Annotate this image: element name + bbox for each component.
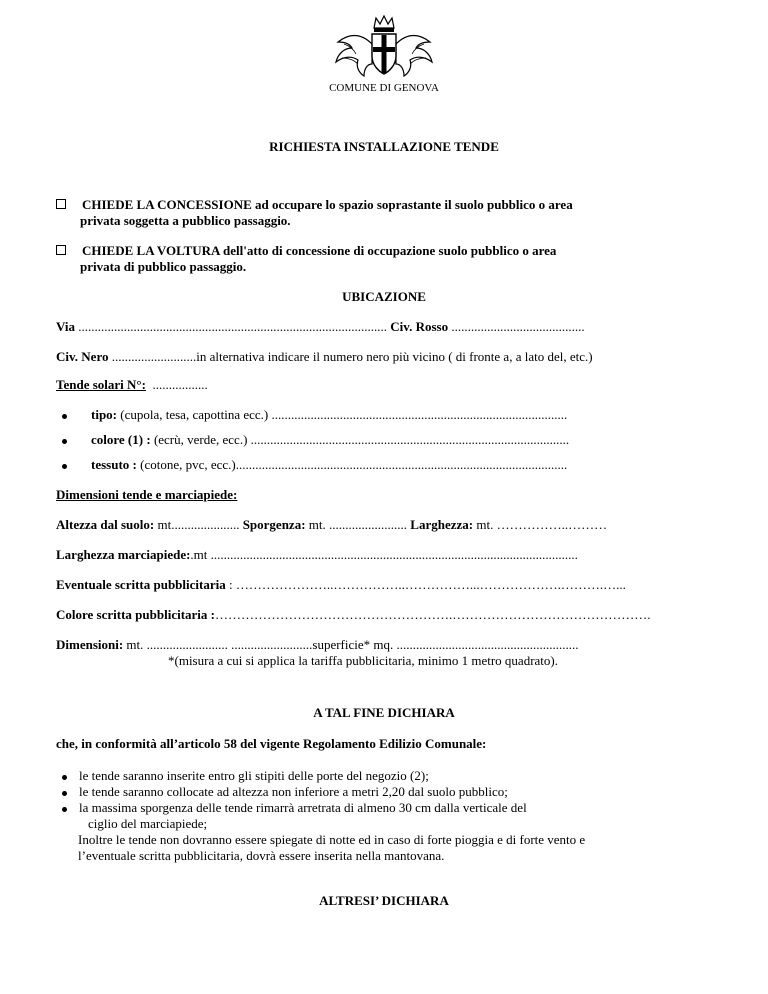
coat-of-arms-logo <box>330 14 438 80</box>
bullet-icon <box>62 414 67 419</box>
bullet-icon <box>62 775 67 780</box>
larghezza-marciapiede-field[interactable]: Larghezza marciapiede:.mt ................................................................................................................. <box>56 547 578 562</box>
colore-scritta-field[interactable]: Colore scritta pubblicitaria :……………………………………………….………………………………………. <box>56 607 651 622</box>
option-concessione[interactable]: CHIEDE LA CONCESSIONE ad occupare lo spazio soprastante il suolo pubblico o area <box>56 197 573 213</box>
list-item: la massima sporgenza delle tende rimarrà arretrata di almeno 30 cm dalla verticale del <box>62 800 527 816</box>
dimensioni-scritta-field[interactable]: Dimensioni: mt. ......................... .........................superficie* mq. ........................................................ <box>56 637 579 652</box>
dichiara-intro: che, in conformità all’articolo 58 del vigente Regolamento Edilizio Comunale: <box>56 736 487 751</box>
option-concessione-line2: privata soggetta a pubblico passaggio. <box>80 213 291 228</box>
section-dichiara: A TAL FINE DICHIARA <box>313 705 455 720</box>
scritta-pubblicitaria-field[interactable]: Eventuale scritta pubblicitaria : …………………..……………..……………...……………….……….…... <box>56 577 626 592</box>
tende-item-colore[interactable]: colore (1) : (ecrù, verde, ecc.) .................................................................................................. <box>62 432 569 448</box>
dichiara-paragraph-line1: Inoltre le tende non dovranno essere spiegate di notte ed in caso di forte pioggia e di forte vento e <box>78 832 586 847</box>
via-field[interactable]: Via ............................................................................................... Civ. Rosso ......................................... <box>56 319 585 334</box>
dimensioni-heading: Dimensioni tende e marciapiede: <box>56 487 238 502</box>
list-item: le tende saranno inserite entro gli stipiti delle porte del negozio (2); <box>62 768 429 784</box>
bullet-icon <box>62 439 67 444</box>
bullet-icon <box>62 791 67 796</box>
list-item-continuation: ciglio del marciapiede; <box>88 816 208 831</box>
altezza-sporgenza-larghezza-row[interactable]: Altezza dal suolo: mt..................... Sporgenza: mt. ........................ Larghezza: mt. ……………..……… <box>56 517 608 532</box>
section-ubicazione: UBICAZIONE <box>342 289 426 304</box>
tariffa-note: *(misura a cui si applica la tariffa pubblicitaria, minimo 1 metro quadrato). <box>168 653 558 668</box>
tende-item-tipo[interactable]: tipo: (cupola, tesa, capottina ecc.) ........................................................................................... <box>62 407 567 423</box>
section-altresi: ALTRESI’ DICHIARA <box>319 893 449 908</box>
page-title: RICHIESTA INSTALLAZIONE TENDE <box>269 139 499 154</box>
tende-count-field[interactable]: Tende solari N°: ................. <box>56 377 208 392</box>
bullet-icon <box>62 464 67 469</box>
checkbox-voltura[interactable] <box>56 245 66 255</box>
option-voltura[interactable]: CHIEDE LA VOLTURA dell'atto di concessione di occupazione suolo pubblico o area <box>56 243 556 259</box>
civ-nero-field[interactable]: Civ. Nero ..........................in alternativa indicare il numero nero più vicino ( di fronte a, a lato del, etc.) <box>56 349 593 364</box>
checkbox-concessione[interactable] <box>56 199 66 209</box>
list-item: le tende saranno collocate ad altezza non inferiore a metri 2,20 dal suolo pubblico; <box>62 784 508 800</box>
tende-item-tessuto[interactable]: tessuto : (cotone, pvc, ecc.)...................................................................................................... <box>62 457 567 473</box>
option-voltura-line2: privata di pubblico passaggio. <box>80 259 247 274</box>
bullet-icon <box>62 807 67 812</box>
comune-name: COMUNE DI GENOVA <box>329 82 439 94</box>
dichiara-paragraph-line2: l’eventuale scritta pubblicitaria, dovrà essere inserita nella mantovana. <box>78 848 445 863</box>
